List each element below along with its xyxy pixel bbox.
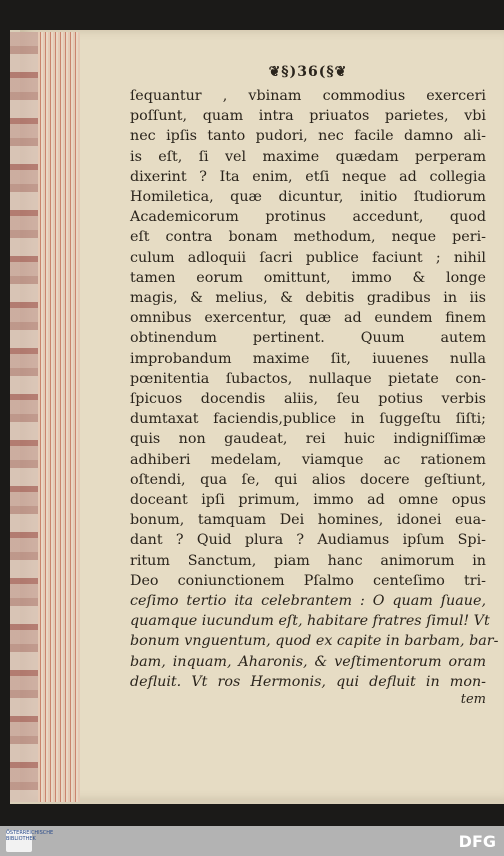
text-line: pœnitentia ſubactos, nullaque pietate con- — [130, 370, 486, 387]
text-line: dumtaxat faciendis,publice in ſuggeſtu ſiſti; — [130, 411, 486, 428]
text-line: Deo coniunctionem Pſalmo centeſimo tri- — [130, 572, 486, 589]
text-line: quamque iucundum eſt, habitare fratres ſimul! Vt — [130, 613, 490, 630]
text-line: bonum vnguentum, quod ex capite in barbam, bar- — [130, 633, 499, 650]
page-edges — [38, 32, 80, 802]
text-line: tamen eorum omittunt, immo & longe — [130, 269, 486, 286]
marbled-edge — [10, 32, 38, 802]
text-line: nec ipſis tanto pudori, nec facile damno ali- — [130, 128, 486, 145]
text-line: poſſunt, quam intra priuatos parietes, vbi — [130, 108, 486, 125]
text-lines — [130, 86, 499, 692]
text-line: ceſimo tertio ita celebrantem : O quam ſuaue, — [130, 593, 486, 610]
text-line: omnibus exercentur, quæ ad eundem finem — [130, 310, 486, 327]
text-line: defluit. Vt ros Hermonis, qui defluit in mon- — [130, 673, 486, 690]
text-line: bam, inquam, Aharonis, & veſtimentorum oram — [130, 653, 486, 670]
text-line: magis, & melius, & debitis gradibus in iis — [130, 290, 486, 307]
page-text — [130, 64, 499, 708]
text-line: Homiletica, quæ dicuntur, initio ſtudiorum — [130, 189, 486, 206]
text-line: dant ? Quid plura ? Audiamus ipſum Spi- — [130, 532, 486, 549]
text-line: improbandum maxime ſit, iuuenes nulla — [130, 350, 486, 367]
text-line: oſtendi, qua ſe, qui alios docere geſtiunt, — [130, 471, 486, 488]
text-line: doceant ipſi primum, immo ad omne opus — [130, 492, 486, 509]
text-line: Academicorum protinus accedunt, quod — [130, 209, 486, 226]
footer-bar — [0, 826, 504, 856]
text-line: obtinendum pertinent. Quum autem — [130, 330, 486, 347]
text-line: adhiberi medelam, viamque ac rationem — [130, 451, 486, 468]
text-line: ſequantur , vbinam commodius exerceri — [130, 88, 486, 104]
text-line: is eſt, ſi vel maxime quædam perperam — [130, 148, 486, 165]
library-logo[interactable]: ÖSTERREICHISCHE BIBLIOTHEK — [6, 830, 32, 852]
text-line: ſpicuos docendis aliis, ſeu potius verbis — [130, 391, 486, 408]
text-line: culum adloquii ſacri publice faciunt ; nihil — [130, 249, 486, 266]
text-line: eſt contra bonam methodum, neque peri- — [130, 229, 486, 246]
page-header: ❦§)36(§❦ — [268, 64, 348, 80]
dfg-logo[interactable]: DFG — [458, 832, 496, 851]
text-line: quis non gaudeat, rei huic indigniſſimæ — [130, 431, 486, 448]
catchword: tem — [460, 692, 486, 708]
text-line: ritum Sanctum, piam hanc animorum in — [130, 552, 486, 569]
text-line: dixerint ? Ita enim, etſi neque ad collegia — [130, 168, 486, 185]
text-line: bonum, tamquam Dei homines, idonei eua- — [130, 512, 486, 529]
